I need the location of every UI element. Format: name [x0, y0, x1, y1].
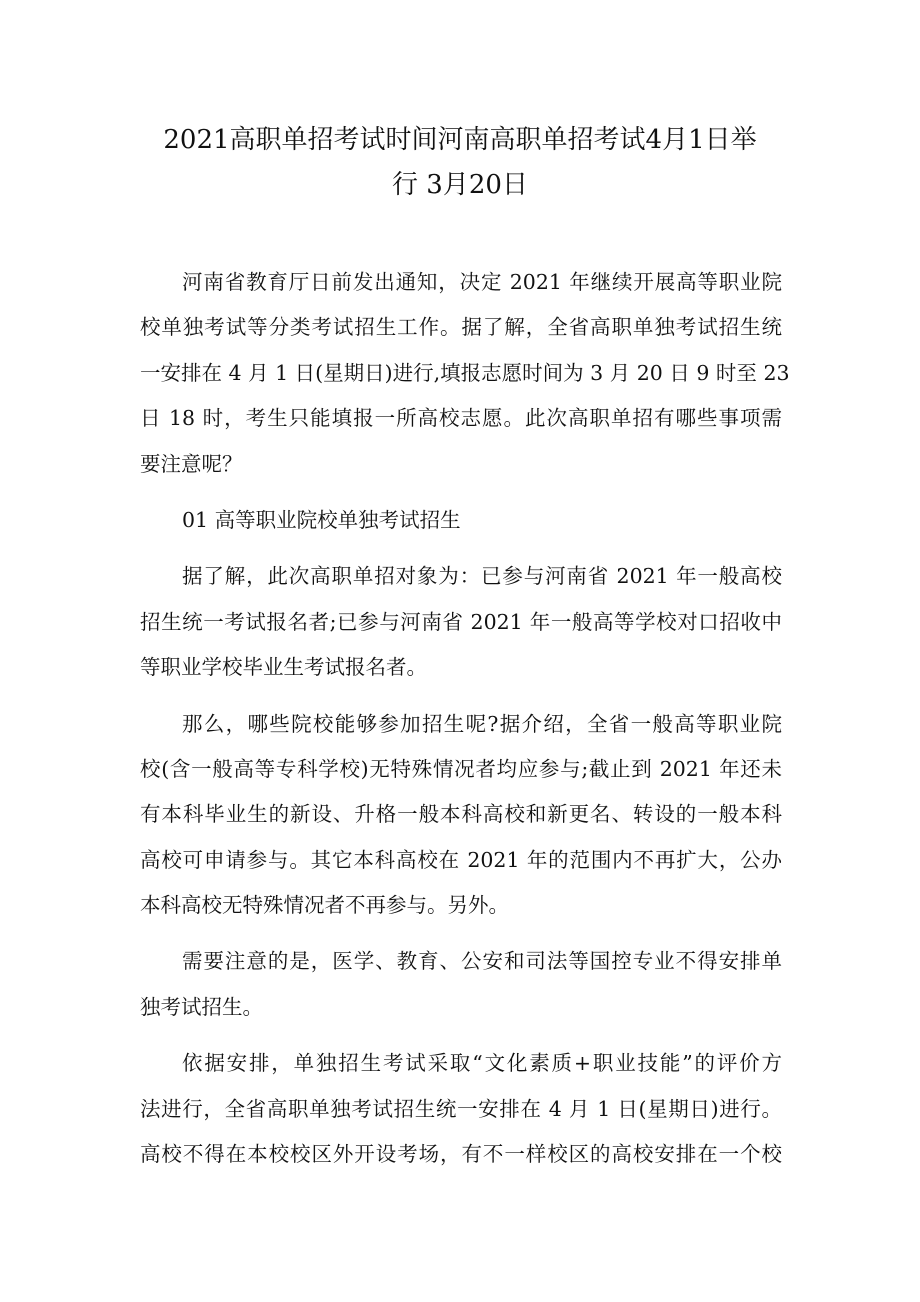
- text-line: 校单独考试等分类考试招生工作。据了解，全省高职单独考试招生统: [140, 315, 782, 340]
- text-line: 等职业学校毕业生考试报名者。: [140, 655, 427, 680]
- title-line-1: 2021高职单招考试时间河南高职单招考试4月1日举: [163, 125, 757, 155]
- paragraph: [140, 702, 782, 929]
- text-line: 据了解，此次高职单招对象为：已参与河南省 2021 年一般高校: [182, 564, 782, 589]
- text-line: 01 高等职业院校单独考试招生: [182, 507, 461, 532]
- section-heading: [140, 498, 782, 543]
- text-line: 校(含一般高等专科学校)无特殊情况者均应参与;截止到 2021 年还未: [140, 756, 782, 781]
- document-title: [120, 118, 800, 208]
- text-line: 有本科毕业生的新设、升格一般本科高校和新更名、转设的一般本科: [140, 802, 782, 827]
- text-line: 河南省教育厅日前发出通知，决定 2021 年继续开展高等职业院: [182, 270, 782, 294]
- paragraph: [140, 1041, 782, 1177]
- text-line: 日 18 时，考生只能填报一所高校志愿。此次高职单招有哪些事项需: [140, 406, 782, 431]
- paragraph: [140, 939, 782, 1030]
- title-line-2: 行 3月20日: [392, 170, 528, 200]
- text-line: 招生统一考试报名者;已参与河南省 2021 年一般高等学校对口招收中: [140, 609, 782, 634]
- paragraph: [140, 554, 782, 690]
- text-line: 高校可申请参与。其它本科高校在 2021 年的范围内不再扩大，公办: [140, 847, 782, 872]
- text-line: 需要注意的是，医学、教育、公安和司法等国控专业不得安排单: [182, 949, 782, 974]
- text-line: 依据安排，单独招生考试采取“文化素质+职业技能”的评价方: [182, 1051, 782, 1076]
- text-line: 高校不得在本校校区外开设考场，有不一样校区的高校安排在一个校: [140, 1142, 782, 1167]
- text-line: 要注意呢？: [140, 451, 243, 476]
- text-line: 独考试招生。: [140, 994, 263, 1019]
- text-line: 一安排在 4 月 1 日(星期日)进行,填报志愿时间为 3 月 20 日 9 时至 23: [140, 360, 790, 385]
- text-line: 本科高校无特殊情况者不再参与。另外。: [140, 893, 509, 918]
- text-line: 那么，哪些院校能够参加招生呢?据介绍，全省一般高等职业院: [182, 711, 782, 736]
- document-body: [140, 260, 790, 1188]
- paragraph: [140, 260, 790, 487]
- text-line: 法进行，全省高职单独考试招生统一安排在 4 月 1 日(星期日)进行。: [140, 1096, 782, 1121]
